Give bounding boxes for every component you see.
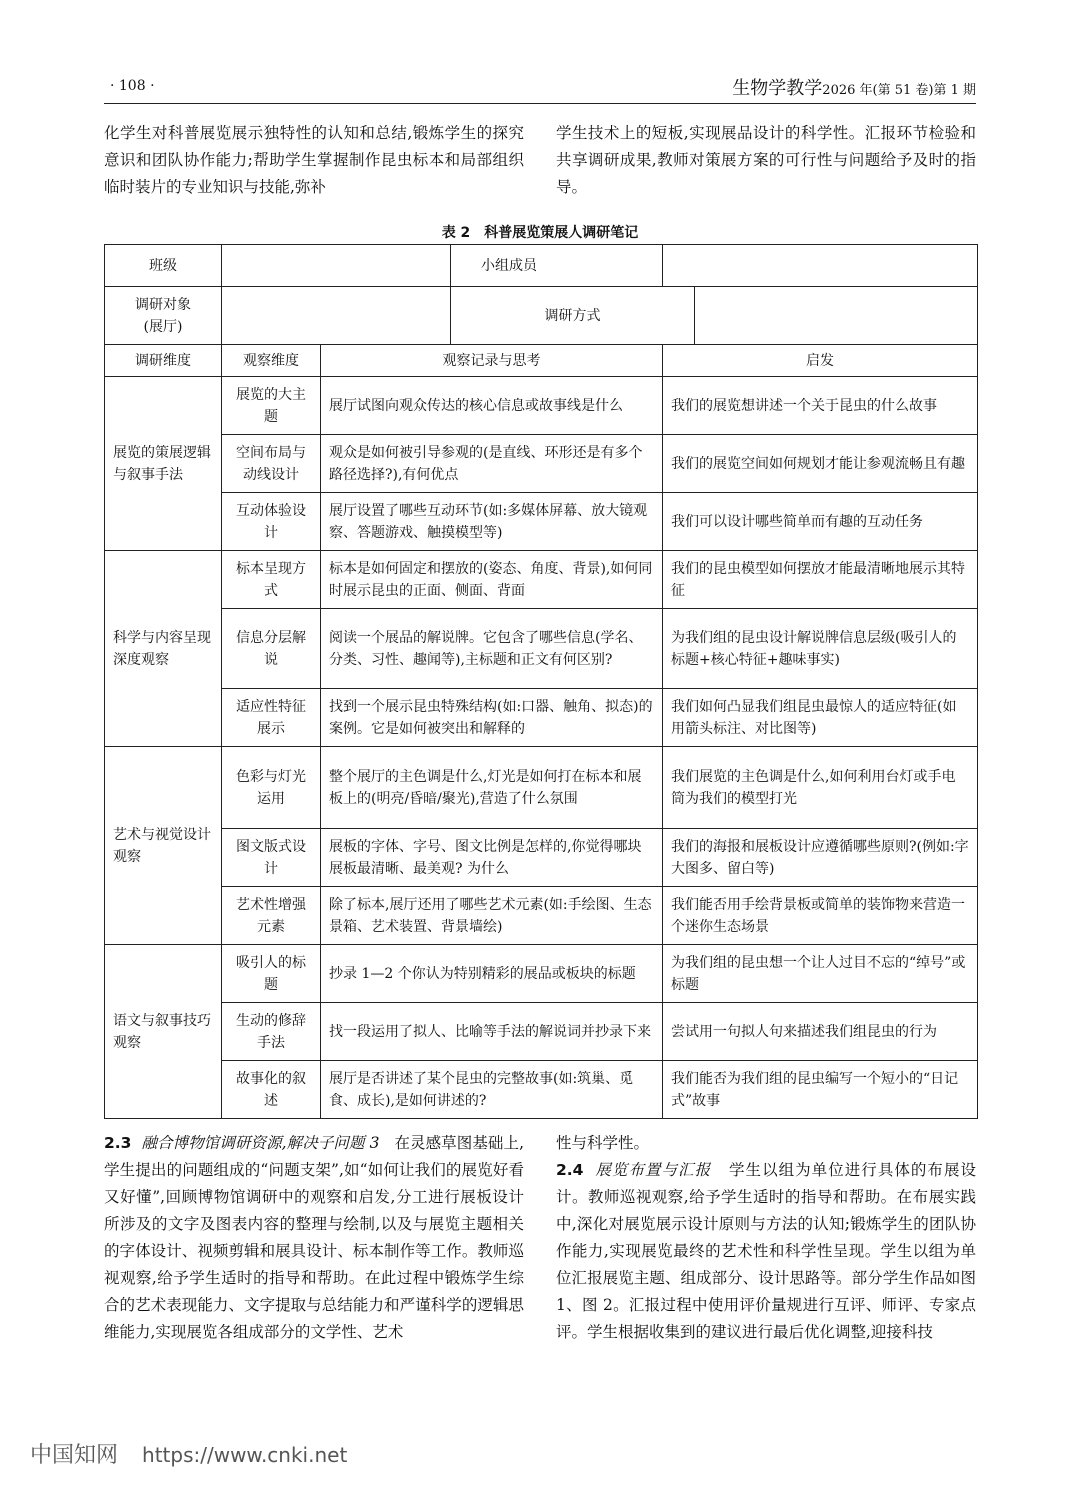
record-cell: 标本是如何固定和摆放的(姿态、角度、背景),如何同时展示昆虫的正面、侧面、背面 xyxy=(321,551,663,609)
right-column-bottom xyxy=(556,1130,976,1346)
obs-cell: 色彩与灯光运用 xyxy=(222,747,321,829)
section-2-3-body: 在灵感草图基础上,学生提出的问题组成的“问题支架”,如“如何让我们的展览好看又好懂”,回顾博物馆调研中的观察和启发,分工进行展板设计所涉及的文字及图表内容的整理与绘制,以及与展览主题相关的字体设计、视频剪辑和展具设计、标本制作等工作。教师巡视观察,给予学生适时的指导和帮助。在此过程中锻炼学生综合的艺术表现能力、文字提取与总结能力和严谨科学的逻辑思维能力,实现展览各组成部分的文学性、艺术 xyxy=(104,1134,524,1341)
header-rule xyxy=(104,103,976,104)
journal-main: 生物学教学 xyxy=(732,78,823,99)
insight-cell: 为我们组的昆虫设计解说牌信息层级(吸引人的标题+核心特征+趣味事实) xyxy=(663,609,978,689)
table-row xyxy=(105,345,978,377)
insight-cell: 我们能否用手绘背景板或简单的装饰物来营造一个迷你生态场景 xyxy=(663,887,978,945)
journal-issue: 2026 年(第 51 卷)第 1 期 xyxy=(822,83,976,98)
obs-cell: 展览的大主题 xyxy=(222,377,321,435)
table-caption: 表 2 科普展览策展人调研笔记 xyxy=(441,225,639,241)
section-2-4-number: 2.4 xyxy=(556,1161,584,1179)
dimension-cell: 科学与内容呈现深度观察 xyxy=(105,551,222,747)
obs-cell: 吸引人的标题 xyxy=(222,945,321,1003)
table-row xyxy=(105,1061,978,1119)
obs-cell: 艺术性增强元素 xyxy=(222,887,321,945)
table-row xyxy=(105,287,978,345)
table-row xyxy=(105,551,978,609)
record-cell: 除了标本,展厅还用了哪些艺术元素(如:手绘图、生态景箱、艺术装置、背景墙绘) xyxy=(321,887,663,945)
col-header-obs: 观察维度 xyxy=(222,345,321,377)
table-row xyxy=(105,245,978,287)
col-header-dim: 调研维度 xyxy=(105,345,222,377)
class-value-cell xyxy=(222,245,451,287)
record-cell: 展板的字体、字号、图文比例是怎样的,你觉得哪块展板最清晰、最美观? 为什么 xyxy=(321,829,663,887)
cnki-logo-text: 中国知网 xyxy=(30,1443,119,1468)
section-2-3-number: 2.3 xyxy=(104,1134,132,1152)
obs-cell: 适应性特征展示 xyxy=(222,689,321,747)
insight-cell: 我们展览的主色调是什么,如何利用台灯或手电筒为我们的模型打光 xyxy=(663,747,978,829)
table-row xyxy=(105,945,978,1003)
dimension-cell: 展览的策展逻辑与叙事手法 xyxy=(105,377,222,551)
col-header-record: 观察记录与思考 xyxy=(321,345,663,377)
page-number: · 108 · xyxy=(110,78,155,94)
insight-cell: 我们的海报和展板设计应遵循哪些原则?(例如:字大图多、留白等) xyxy=(663,829,978,887)
table-row xyxy=(105,493,978,551)
record-cell: 展厅试图向观众传达的核心信息或故事线是什么 xyxy=(321,377,663,435)
record-cell: 阅读一个展品的解说牌。它包含了哪些信息(学名、分类、习性、趣闻等),主标题和正文有何区别? xyxy=(321,609,663,689)
right-continuation: 性与科学性。 xyxy=(556,1134,650,1152)
dimension-cell: 语文与叙事技巧观察 xyxy=(105,945,222,1119)
table-row xyxy=(105,689,978,747)
col-header-insight: 启发 xyxy=(663,345,978,377)
obs-cell: 生动的修辞手法 xyxy=(222,1003,321,1061)
method-value-cell xyxy=(695,287,978,345)
insight-cell: 我们可以设计哪些简单而有趣的互动任务 xyxy=(663,493,978,551)
insight-cell: 我们如何凸显我们组昆虫最惊人的适应特征(如用箭头标注、对比图等) xyxy=(663,689,978,747)
cnki-watermark xyxy=(30,1438,347,1469)
table-row xyxy=(105,887,978,945)
members-label: 小组成员 xyxy=(451,245,663,287)
method-label: 调研方式 xyxy=(451,287,695,345)
class-label: 班级 xyxy=(105,245,222,287)
table-row xyxy=(105,1003,978,1061)
record-cell: 整个展厅的主色调是什么,灯光是如何打在标本和展板上的(明亮/昏暗/聚光),营造了什么氛围 xyxy=(321,747,663,829)
record-cell: 找到一个展示昆虫特殊结构(如:口器、触角、拟态)的案例。它是如何被突出和解释的 xyxy=(321,689,663,747)
top-left-paragraph xyxy=(104,120,524,201)
section-2-4-paragraph xyxy=(556,1157,976,1346)
section-2-4-body: 学生以组为单位进行具体的布展设计。教师巡视观察,给予学生适时的指导和帮助。在布展实践中,深化对展览展示设计原则与方法的认知;锻炼学生的团队协作能力,实现展览最终的艺术性和科学性呈现。学生以组为单位汇报展览主题、组成部分、设计思路等。部分学生作品如图 1、图 2。汇报过程中使用评价量规进行互评、师评、专家点评。学生根据收集到的建议进行最后优化调整,迎接科技 xyxy=(556,1161,976,1341)
record-cell: 展厅设置了哪些互动环节(如:多媒体屏幕、放大镜观察、答题游戏、触摸模型等) xyxy=(321,493,663,551)
members-value-cell xyxy=(663,245,978,287)
record-cell: 找一段运用了拟人、比喻等手法的解说词并抄录下来 xyxy=(321,1003,663,1061)
section-2-3-paragraph xyxy=(104,1130,524,1346)
obs-cell: 互动体验设计 xyxy=(222,493,321,551)
running-header xyxy=(104,74,976,104)
obs-cell: 图文版式设计 xyxy=(222,829,321,887)
record-cell: 观众是如何被引导参观的(是直线、环形还是有多个路径选择?),有何优点 xyxy=(321,435,663,493)
survey-table xyxy=(104,244,978,1119)
top-left-text: 化学生对科普展览展示独特性的认知和总结,锻炼学生的探究意识和团队协作能力;帮助学生掌握制作昆虫标本和局部组织临时装片的专业知识与技能,弥补 xyxy=(104,124,524,196)
obs-cell: 信息分层解说 xyxy=(222,609,321,689)
insight-cell: 我们的昆虫模型如何摆放才能最清晰地展示其特征 xyxy=(663,551,978,609)
section-2-3-title: 融合博物馆调研资源,解决子问题 3 xyxy=(141,1134,380,1152)
section-2-4-title: 展览布置与汇报 xyxy=(595,1161,712,1179)
insight-cell: 我们的展览想讲述一个关于昆虫的什么故事 xyxy=(663,377,978,435)
insight-cell: 我们的展览空间如何规划才能让参观流畅且有趣 xyxy=(663,435,978,493)
table-row xyxy=(105,747,978,829)
dimension-cell: 艺术与视觉设计观察 xyxy=(105,747,222,945)
insight-cell: 我们能否为我们组的昆虫编写一个短小的“日记式”故事 xyxy=(663,1061,978,1119)
table-row xyxy=(105,609,978,689)
object-value-cell xyxy=(222,287,451,345)
object-label: 调研对象 (展厅) xyxy=(105,287,222,345)
table-row xyxy=(105,829,978,887)
obs-cell: 标本呈现方式 xyxy=(222,551,321,609)
cnki-url[interactable]: https://www.cnki.net xyxy=(142,1443,348,1467)
record-cell: 展厅是否讲述了某个昆虫的完整故事(如:筑巢、觅食、成长),是如何讲述的? xyxy=(321,1061,663,1119)
obs-cell: 故事化的叙述 xyxy=(222,1061,321,1119)
insight-cell: 尝试用一句拟人句来描述我们组昆虫的行为 xyxy=(663,1003,978,1061)
table-row xyxy=(105,435,978,493)
insight-cell: 为我们组的昆虫想一个让人过目不忘的“绰号”或标题 xyxy=(663,945,978,1003)
table-row xyxy=(105,377,978,435)
top-right-text: 学生技术上的短板,实现展品设计的科学性。汇报环节检验和共享调研成果,教师对策展方案的可行性与问题给予及时的指导。 xyxy=(556,124,976,196)
obs-cell: 空间布局与动线设计 xyxy=(222,435,321,493)
top-right-paragraph xyxy=(556,120,976,201)
section-2-3 xyxy=(104,1130,524,1346)
journal-title xyxy=(732,74,976,100)
record-cell: 抄录 1—2 个你认为特别精彩的展品或板块的标题 xyxy=(321,945,663,1003)
